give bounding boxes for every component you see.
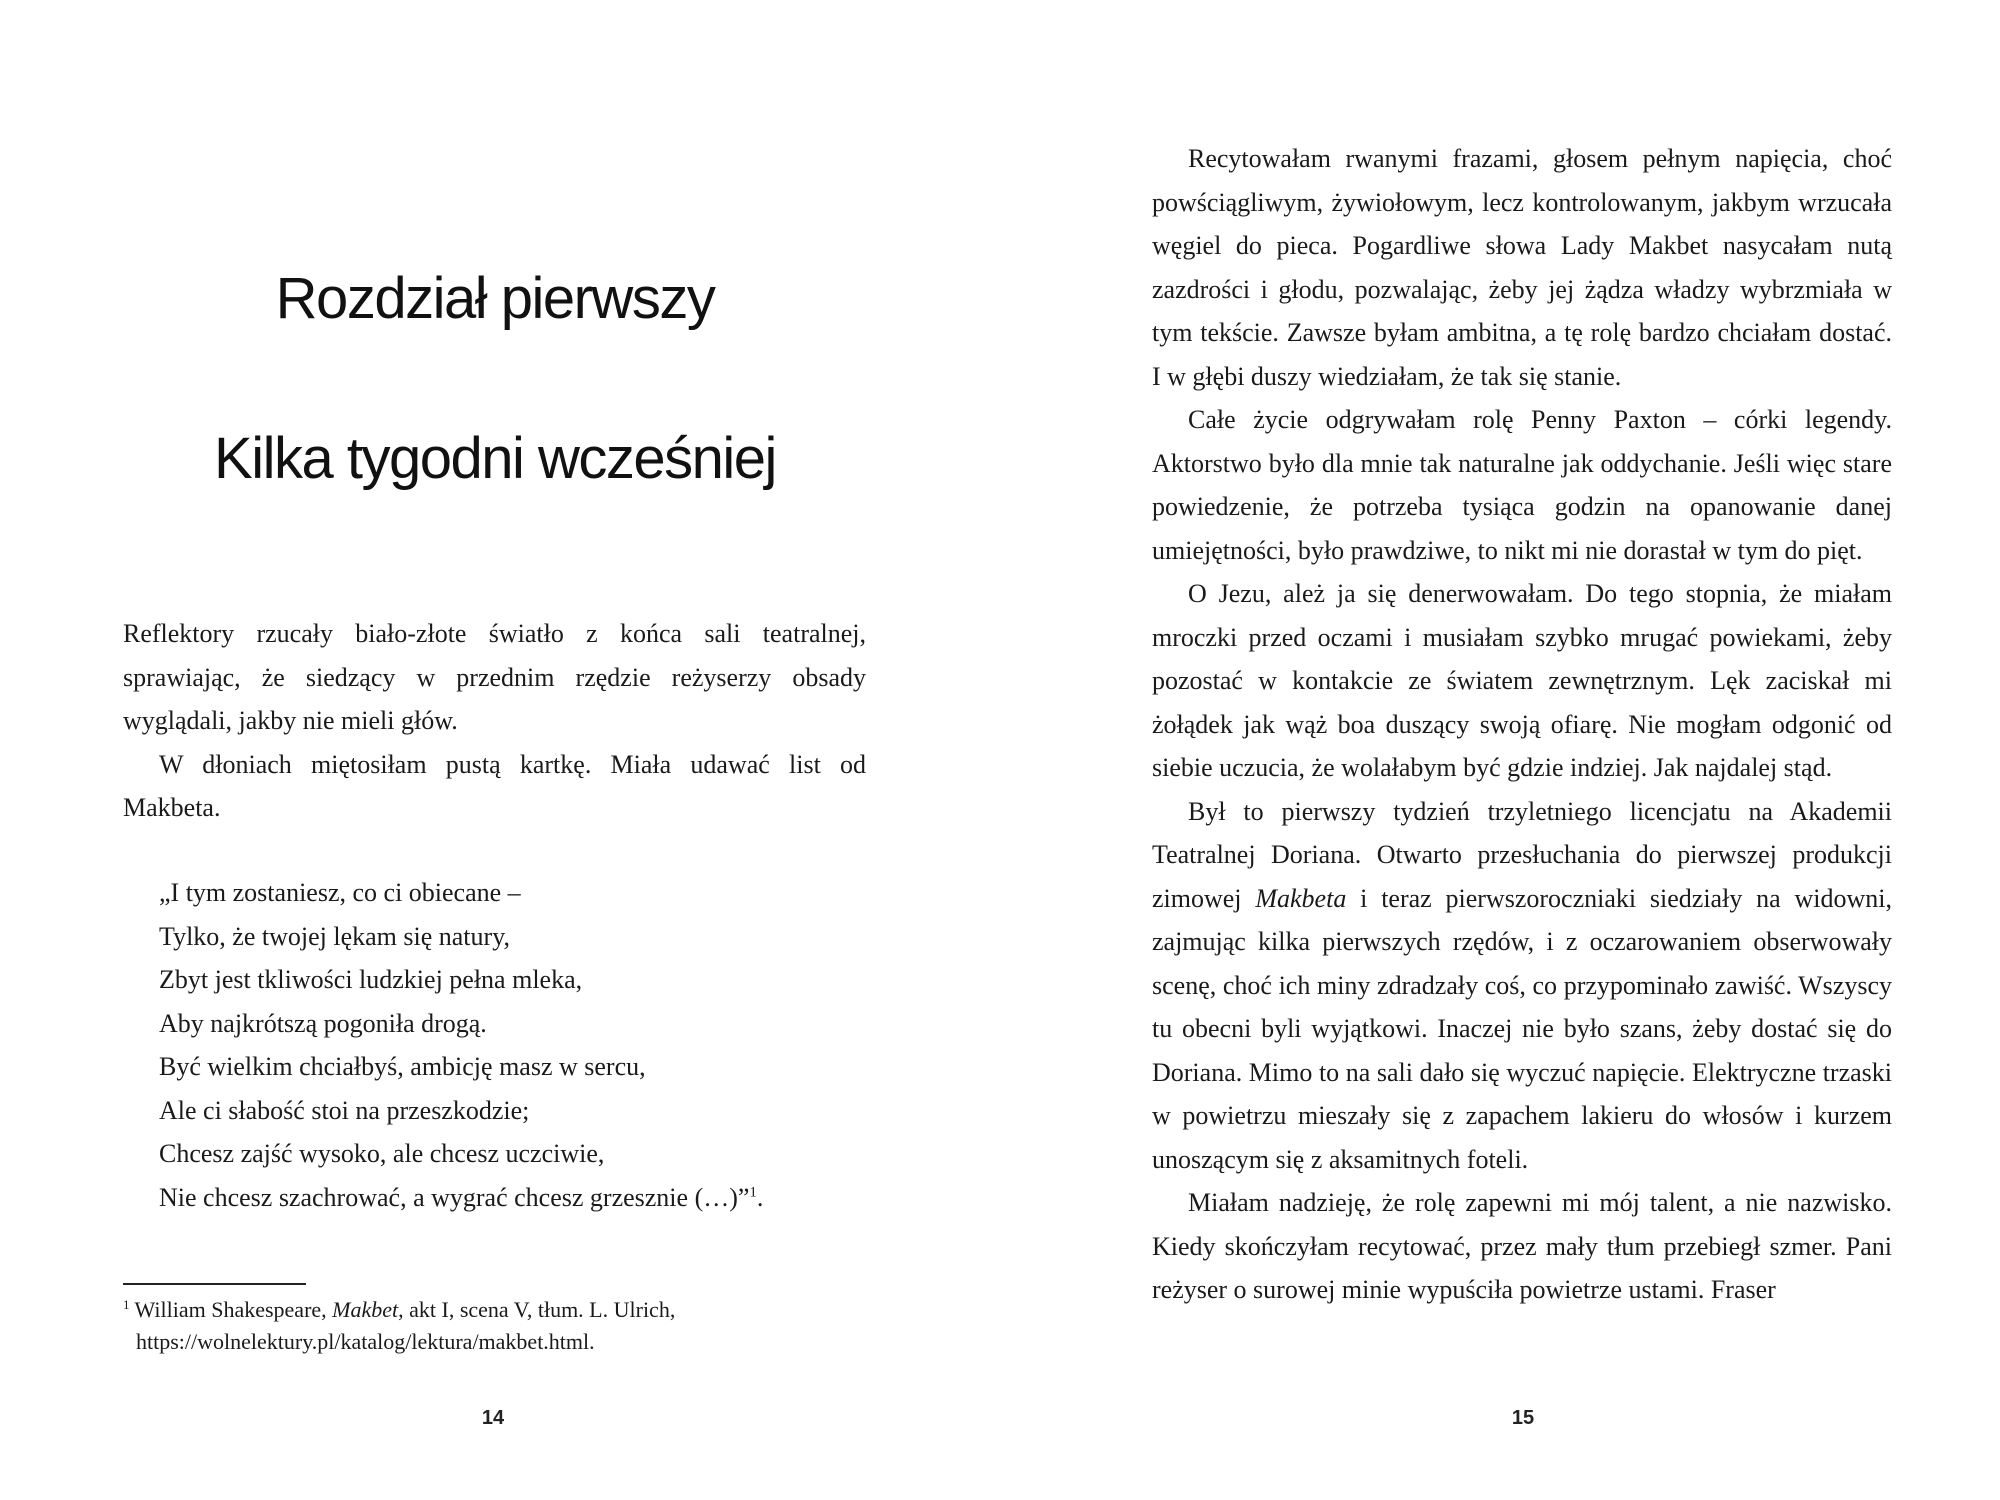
poem-line: Tylko, że twojej lękam się natury,	[159, 921, 510, 951]
poem-line: Aby najkrótszą pogoniła drogą.	[159, 1008, 487, 1038]
right-prose	[1152, 137, 1892, 1312]
italic-title: Makbeta	[1255, 883, 1347, 913]
footnote-reference[interactable]: 1	[749, 1183, 757, 1200]
paragraph: Recytowałam rwanymi frazami, głosem pełnym napięcia, choć powściągliwym, żywiołowym, lecz kontrolowanym, jakbym wrzucała węgiel do pieca. Pogardliwe słowa Lady Makbet nasycałam nutą zazdrości i głodu, pozwalając, żeby jej żądza władzy wybrzmiała w tym tekście. Zawsze byłam ambitna, a tę rolę bardzo chciałam dostać. I w głębi duszy wiedziałam, że tak się stanie.	[1152, 144, 1892, 391]
paragraph-text: Był to pierwszy tydzień trzyletniego licencjatu na Akademii Teatralnej Doriana. Otwarto przesłuchania do pierwszej produkcji zimowej	[1152, 796, 1892, 913]
poem-line: Być wielkim chciałbyś, ambicję masz w sercu,	[159, 1052, 646, 1081]
paragraph: Całe życie odgrywałam rolę Penny Paxton – córki legendy. Aktorstwo było dla mnie tak naturalne jak oddychanie. Jeśli więc stare powiedzenie, że potrzeba tysiąca godzin na opanowanie danej umiejętności, było prawdziwe, to nikt mi nie dorastał w tym do pięt.	[1152, 405, 1892, 565]
poem-line: Zbyt jest tkliwości ludzkiej pełna mleka,	[159, 965, 583, 994]
poem-end-punctuation: .	[756, 1182, 764, 1212]
poem-line: Chcesz zajść wysoko, ale chcesz uczciwie,	[159, 1139, 605, 1168]
chapter-title: Rozdział pierwszy	[275, 266, 715, 331]
footnote-author: William Shakespeare,	[134, 1297, 327, 1322]
paragraph	[1152, 790, 1892, 1182]
poem-line: Ale ci słabość stoi na przeszkodzie;	[159, 1095, 530, 1125]
poem-line: „I tym zostaniesz, co ci obiecane –	[159, 878, 521, 907]
footnote-url[interactable]: https://wolnelektury.pl/katalog/lektura/makbet.html.	[136, 1329, 595, 1354]
right-page	[1000, 0, 2000, 1500]
footnote-line	[123, 1294, 883, 1326]
footnote-number: 1	[123, 1296, 130, 1312]
left-prose	[123, 612, 866, 830]
footnote-divider	[123, 1283, 306, 1285]
page-number: 15	[1511, 1407, 1535, 1429]
paragraph-text: i teraz pierwszoroczniaki siedziały na widowni, zajmując kilka pierwszych rzędów, i z oczarowaniem obserwowały scenę, choć ich miny zdradzały coś, co przypominało zawiść. Wszyscy tu obecni byli wyjątkowi. Inaczej nie było szans, żeby dostać się do Doriana. Mimo to na sali dało się wyczuć napięcie. Elektryczne trzaski w powietrzu mieszały się z zapachem lakieru do włosów i kurzem unoszącym się z aksamitnych foteli.	[1152, 883, 1893, 1174]
paragraph: O Jezu, ależ ja się denerwowałam. Do tego stopnia, że miałam mroczki przed oczami i musiałam szybko mrugać powiekami, żeby pozostać w kontakcie ze światem zewnętrznym. Lęk zaciskał mi żołądek jak wąż boa duszący swoją ofiarę. Nie mogłam odgonić od siebie uczucia, że wolałabym być gdzie indziej. Jak najdalej stąd.	[1152, 579, 1892, 782]
chapter-subtitle: Kilka tygodni wcześniej	[214, 426, 776, 491]
footnote-work-title: Makbet	[332, 1297, 399, 1322]
footnote	[123, 1294, 883, 1358]
poem-quote	[159, 871, 879, 1219]
paragraph: Reflektory rzucały biało-złote światło z końca sali teatralnej, sprawiając, że siedzący w przednim rzędzie reżyserzy obsady wyglądali, jakby nie mieli głów.	[123, 619, 866, 735]
paragraph: Miałam nadzieję, że rolę zapewni mi mój talent, a nie nazwisko. Kiedy skończyłam recytować, przez mały tłum przebiegł szmer. Pani reżyser o surowej minie wypuściła powietrze ustami. Fraser	[1152, 1188, 1892, 1304]
poem-line-text: Nie chcesz szachrować, a wygrać chcesz grzesznie (…)”	[159, 1182, 750, 1212]
paragraph: W dłoniach miętosiłam pustą kartkę. Miała udawać list od Makbeta.	[123, 749, 866, 822]
footnote-details: , akt I, scena V, tłum. L. Ulrich,	[398, 1297, 676, 1322]
page-number: 14	[481, 1407, 505, 1429]
poem-line-last	[159, 1176, 879, 1220]
